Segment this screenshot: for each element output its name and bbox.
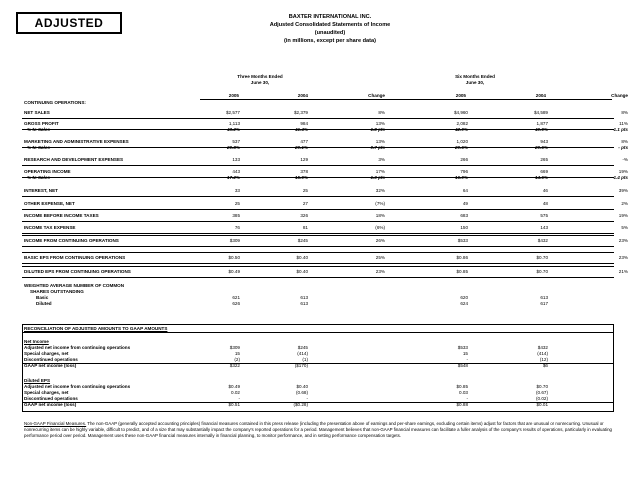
shares-basic-s04: 613: [540, 295, 548, 300]
row-value-sc: 39%: [618, 188, 628, 193]
recon-row-value-s05: -: [466, 396, 468, 401]
row-value-s04: 575: [540, 213, 548, 218]
row-value-s04: 265: [540, 157, 548, 162]
recon-row-value-q05: $0.49: [228, 384, 240, 389]
row-value-q05: 17.2%: [226, 175, 240, 180]
adjusted-badge: ADJUSTED: [16, 12, 122, 34]
row-value-s04: $432: [537, 238, 548, 243]
recon-row-value-s04: $0.01: [536, 402, 548, 407]
recon-row-label: Discontinued operations: [24, 396, 78, 401]
row-label: INCOME BEFORE INCOME TAXES: [24, 213, 99, 218]
row-value-s05: 42.0%: [454, 127, 468, 132]
row-value-s05: 64: [462, 188, 468, 193]
row-rule: [22, 263, 614, 264]
row-value-q05: $2,577: [225, 110, 240, 115]
shares-title-1: WEIGHTED AVERAGE NUMBER OF COMMON: [24, 283, 125, 288]
row-rule: [22, 277, 614, 278]
row-rule: [22, 266, 614, 267]
shares-diluted-s05: 624: [460, 301, 468, 306]
row-value-sc: 23%: [618, 238, 628, 243]
row-value-s05: 49: [462, 201, 468, 206]
row-value-q05: $0.49: [228, 269, 240, 274]
units-note: (in millions, except per share data): [283, 38, 376, 44]
row-value-sc: 21%: [618, 269, 628, 274]
row-rule: [22, 118, 614, 119]
row-value-s04: 14.6%: [534, 175, 548, 180]
row-label: BASIC EPS FROM CONTINUING OPERATIONS: [24, 255, 126, 260]
row-value-s05: 683: [460, 213, 468, 218]
row-value-q05: 25: [234, 201, 240, 206]
row-value-s04: 48: [542, 201, 548, 206]
row-value-s05: $533: [457, 238, 468, 243]
row-value-sc: 19%: [618, 169, 628, 174]
row-value-q05: 76: [234, 225, 240, 230]
row-value-s05: 266: [460, 157, 468, 162]
recon-row-value-q04: ($0.28): [293, 402, 308, 407]
row-rule: [22, 233, 614, 234]
footnote-lead: Non-GAAP Financial Measures.: [24, 421, 87, 426]
row-value-s04: $4,589: [533, 110, 548, 115]
col-s-2005: 2005: [455, 93, 466, 98]
row-label: % to Sales: [27, 175, 50, 180]
row-value-s05: 20.6%: [454, 145, 468, 150]
shares-diluted-label: Diluted: [36, 301, 52, 306]
recon-row-value-q04: ($170): [294, 363, 308, 368]
row-value-s04: 46: [542, 188, 548, 193]
row-value-sc: - pts: [618, 145, 628, 150]
row-value-sc: -%: [622, 157, 628, 162]
recon-row-value-q04: (0.68): [295, 390, 308, 395]
row-value-q04: 477: [300, 139, 308, 144]
row-value-q05: $0.50: [228, 255, 240, 260]
col-s-2004: 2004: [535, 93, 546, 98]
row-value-q04: 15.9%: [294, 175, 308, 180]
recon-row-label: Adjusted net income from continuing operations: [24, 384, 131, 389]
row-value-qc: 13%: [375, 121, 385, 126]
recon-row-value-q04: (414): [297, 351, 308, 356]
period-three-months: Three Months Ended: [237, 74, 283, 79]
row-value-sc: 19%: [618, 213, 628, 218]
row-label: % to Sales: [27, 127, 50, 132]
recon-row-value-q04: -: [306, 396, 308, 401]
row-rule: [22, 209, 614, 210]
row-value-s05: 16.0%: [454, 175, 468, 180]
row-value-q04: $2,379: [293, 110, 308, 115]
row-value-qc: 8%: [378, 110, 385, 115]
row-value-s05: 150: [460, 225, 468, 230]
row-value-q04: 41.4%: [294, 127, 308, 132]
row-value-sc: 5%: [621, 225, 628, 230]
recon-net-income-title: Net Income: [24, 339, 49, 344]
row-value-qc: 17%: [375, 169, 385, 174]
row-value-q05: 43.2%: [226, 127, 240, 132]
recon-row-value-q05: $309: [229, 345, 240, 350]
footnote: [24, 421, 624, 439]
footnote-text: The non-GAAP (generally accepted accounting principles) financial measures contained in this press release (including the presentation above of earnings and per-share earnings, excluding certain items) adjust for factors that are unusual or nonrecurring. Unusual or nonrecurring items can be highly variable, difficult to predict, and of a size that may substantially impact the company's reported operations for a period. Management believes that non-GAAP financial measures can facilitate a fuller analysis of the company's results of operations, particularly in evaluating performance period over period. Management uses these non-GAAP financial measures internally in financial planning, to monitor performance, and in setting performance compensation targets.: [24, 421, 612, 438]
recon-row-value-q04: $245: [297, 345, 308, 350]
row-value-q04: $0.40: [296, 255, 308, 260]
row-label: RESEARCH AND DEVELOPMENT EXPENSES: [24, 157, 124, 162]
row-value-qc: 1.8 pts: [370, 127, 385, 132]
recon-row-value-s05: $533: [457, 345, 468, 350]
recon-title: RECONCILIATION OF ADJUSTED AMOUNTS TO GAAP AMOUNTS: [24, 326, 168, 331]
row-label: OTHER EXPENSE, NET: [24, 201, 75, 206]
row-value-q05: 443: [232, 169, 240, 174]
recon-row-value-s04: $432: [537, 345, 548, 350]
row-value-s04: 1,877: [536, 121, 548, 126]
row-rule: [22, 252, 614, 253]
row-label: NET SALES: [24, 110, 50, 115]
recon-row-value-s04: $0.70: [536, 384, 548, 389]
row-value-q05: $309: [229, 238, 240, 243]
row-value-s05: $4,960: [453, 110, 468, 115]
recon-row-label: Discontinued operations: [24, 357, 78, 362]
recon-row-label: Adjusted net income from continuing operations: [24, 345, 131, 350]
row-value-qc: (7%): [375, 201, 385, 206]
recon-row-value-s04: (0.02): [535, 396, 548, 401]
row-value-q04: $245: [297, 238, 308, 243]
row-value-q04: 378: [300, 169, 308, 174]
row-value-q05: 385: [232, 213, 240, 218]
recon-row-value-s05: $548: [457, 363, 468, 368]
row-value-q05: 33: [234, 188, 240, 193]
shares-diluted-q04: 613: [300, 301, 308, 306]
row-value-s05: 796: [460, 169, 468, 174]
row-value-q04: 984: [300, 121, 308, 126]
row-value-sc: 8%: [621, 139, 628, 144]
row-value-sc: 2%: [621, 201, 628, 206]
col-q-2004: 2004: [297, 93, 308, 98]
row-value-s04: 20.6%: [534, 145, 548, 150]
row-value-s04: 143: [540, 225, 548, 230]
recon-row-label: GAAP net income (loss): [24, 402, 77, 407]
recon-row-value-s05: 0.03: [459, 390, 468, 395]
row-value-qc: 13%: [375, 139, 385, 144]
shares-diluted-q05: 626: [232, 301, 240, 306]
recon-row-value-q05: $322: [229, 363, 240, 368]
col-q-change: Change: [368, 93, 385, 98]
row-value-q04: 81: [302, 225, 308, 230]
recon-row-value-q04: $0.40: [296, 384, 308, 389]
row-value-qc: 3%: [378, 157, 385, 162]
row-value-qc: 25%: [375, 255, 385, 260]
shares-basic-q04: 613: [300, 295, 308, 300]
recon-row-value-q04: (1): [302, 357, 308, 362]
row-value-qc: (6%): [375, 225, 385, 230]
row-label: INCOME TAX EXPENSE: [24, 225, 76, 230]
row-value-sc: 1.4 pts: [613, 175, 628, 180]
audit-note: (unaudited): [314, 30, 346, 36]
company-name: BAXTER INTERNATIONAL INC.: [288, 14, 372, 20]
row-value-qc: 23%: [375, 269, 385, 274]
row-value-q05: 537: [232, 139, 240, 144]
recon-row-label: Special charges, net: [24, 351, 69, 356]
row-value-qc: 0.7 pts: [370, 145, 385, 150]
row-value-s05: 1,020: [456, 139, 468, 144]
row-value-s04: $0.70: [536, 269, 548, 274]
period-three-months-date: June 30,: [250, 80, 270, 85]
recon-row-value-q05: $0.51: [228, 402, 240, 407]
recon-row-value-s05: $0.88: [456, 402, 468, 407]
recon-row-label: GAAP net income (loss): [24, 363, 77, 368]
shares-basic-q05: 621: [232, 295, 240, 300]
row-value-qc: 1.3 pts: [370, 175, 385, 180]
row-value-qc: 32%: [375, 188, 385, 193]
row-label: OPERATING INCOME: [24, 169, 71, 174]
row-value-sc: 8%: [621, 110, 628, 115]
recon-row-value-s04: (414): [537, 351, 548, 356]
shares-basic-label: Basic: [36, 295, 49, 300]
row-rule: [22, 221, 614, 222]
recon-row-label: Special charges, net: [24, 390, 69, 395]
row-rule: [22, 246, 614, 247]
shares-basic-s05: 620: [460, 295, 468, 300]
row-label: DILUTED EPS FROM CONTINUING OPERATIONS: [24, 269, 131, 274]
row-value-sc: 23%: [618, 255, 628, 260]
header-rule: [200, 99, 612, 100]
row-label: GROSS PROFIT: [24, 121, 59, 126]
recon-title-rule: [22, 332, 614, 333]
row-value-q04: 25: [302, 188, 308, 193]
row-rule: [22, 165, 614, 166]
row-value-sc: 1.1 pts: [613, 127, 628, 132]
row-value-qc: 26%: [375, 238, 385, 243]
row-rule: [22, 235, 614, 236]
recon-row-value-q05: -: [238, 396, 240, 401]
row-value-q04: 326: [300, 213, 308, 218]
row-label: MARKETING AND ADMINISTRATIVE EXPENSES: [24, 139, 129, 144]
recon-eps-title: Diluted EPS: [24, 378, 51, 383]
col-s-change: Change: [611, 93, 628, 98]
row-value-s04: 943: [540, 139, 548, 144]
row-value-q04: 27: [302, 201, 308, 206]
col-q-2005: 2005: [228, 93, 239, 98]
shares-title-2: SHARES OUTSTANDING: [30, 289, 84, 294]
period-six-months-date: June 30,: [465, 80, 485, 85]
row-value-q05: 133: [232, 157, 240, 162]
recon-row-value-s04: (12): [539, 357, 548, 362]
row-label: INTEREST, NET: [24, 188, 58, 193]
row-value-s05: $0.86: [456, 255, 468, 260]
row-value-sc: 11%: [619, 121, 628, 126]
recon-row-value-q05: 0.02: [231, 390, 240, 395]
recon-row-value-s05: -: [466, 357, 468, 362]
row-value-q04: 129: [300, 157, 308, 162]
row-label: % to Sales: [27, 145, 50, 150]
row-rule: [22, 196, 614, 197]
recon-row-value-s04: (0.67): [535, 390, 548, 395]
row-label: INCOME FROM CONTINUING OPERATIONS: [24, 238, 119, 243]
row-value-s05: 2,082: [456, 121, 468, 126]
row-value-s04: $0.70: [536, 255, 548, 260]
row-value-q05: 1,113: [228, 121, 240, 126]
recon-row-value-s04: $6: [542, 363, 548, 368]
row-value-q05: 20.8%: [226, 145, 240, 150]
period-six-months: Six Months Ended: [455, 74, 495, 79]
recon-row-value-s05: 15: [462, 351, 468, 356]
recon-row-value-q05: (2): [234, 357, 240, 362]
shares-diluted-s04: 617: [540, 301, 548, 306]
row-value-s05: $0.85: [456, 269, 468, 274]
row-value-s04: 669: [540, 169, 548, 174]
recon-rule: [22, 402, 614, 403]
row-value-s04: 40.9%: [534, 127, 548, 132]
row-value-q04: $0.40: [296, 269, 308, 274]
statement-title: Adjusted Consolidated Statements of Income: [269, 22, 391, 28]
section-continuing-ops: CONTINUING OPERATIONS:: [24, 100, 86, 105]
recon-rule: [22, 363, 614, 364]
recon-row-value-s05: $0.85: [456, 384, 468, 389]
row-value-q04: 20.1%: [294, 145, 308, 150]
recon-row-value-q05: 15: [234, 351, 240, 356]
row-value-qc: 18%: [375, 213, 385, 218]
